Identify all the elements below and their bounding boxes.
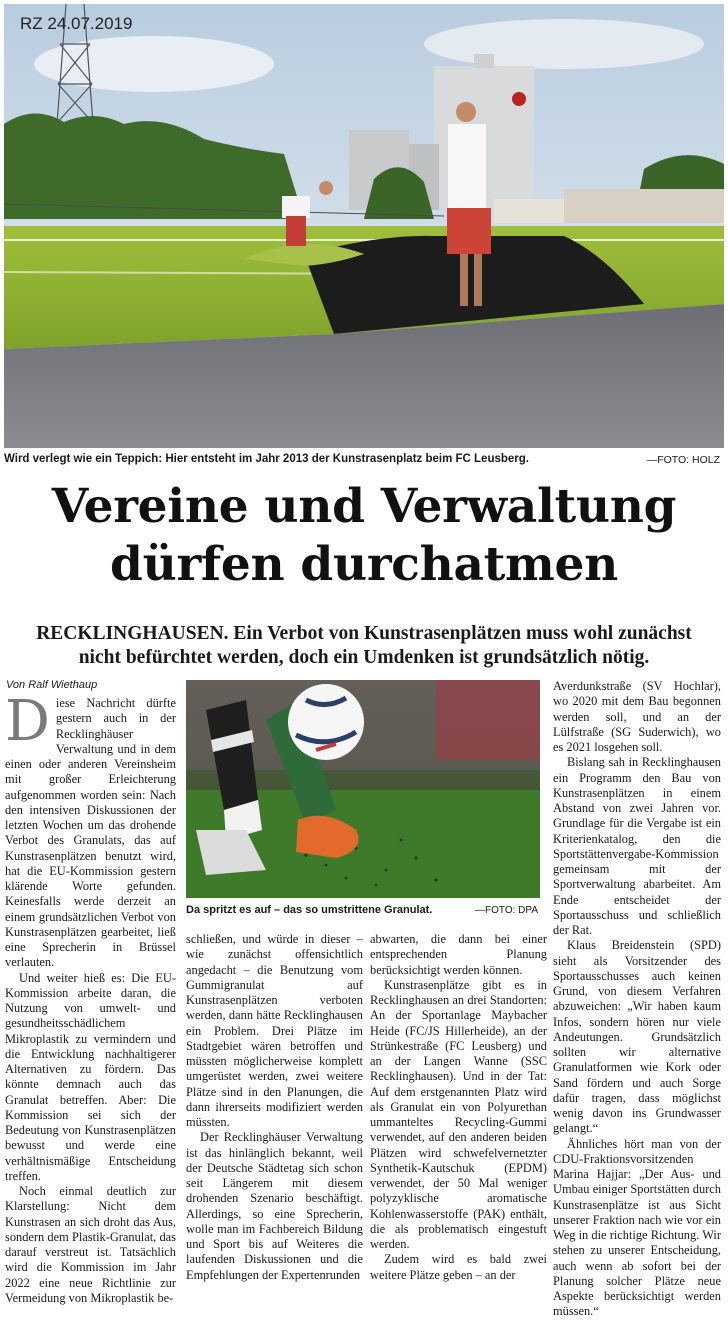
photo-credit: —FOTO: DPA	[475, 905, 538, 916]
photo-caption	[4, 453, 724, 471]
photo-credit: —FOTO: HOLZ	[646, 454, 720, 466]
article-column-4	[553, 679, 721, 1319]
dropcap: D	[5, 689, 50, 754]
paragraph: Kunstrasenplätze gibt es in Recklinghausen an drei Standorten: An der Sportanlage Maybacher Heide (FC/JS Hillerheide), an der Strünkestraße (FC Leusberg) und an der Langen Wanne (SSC Recklinghausen). Und in der Tat: Auf dem erstgenannten Platz wird als Granulat ein von Polyurethan ummanteltes Recycling-Gummi verwendet, auf den anderen beiden Plätzen wird schwefelvernetzter Synthetik-Kautschuk (EPDM) verwendet, der 50 Mal weniger polyzyklische aromatische Kohlenwasserstoffe (PAK) enthält, die als problematisch eingestuft werden.	[370, 977, 547, 1251]
teaser-line-1: RECKLINGHAUSEN. Ein Verbot von Kunstrasenplätzen muss wohl zunächst	[36, 623, 692, 644]
headline	[0, 478, 728, 594]
byline: Von Ralf Wiethaup	[6, 679, 98, 691]
headline-line-2: dürfen durchatmen	[110, 537, 618, 592]
paragraph: Und weiter hieß es: Die EU-Kommission arbeite daran, die Nutzung von umwelt- und gesundheitsschädlichem Mikroplastik zu vermindern und die Entwicklung nachhaltigerer Alternativen zu fördern. Das könnte demnach auch das Granulat betreffen. Aber: Die Kommission sei sich der Bedeutung von Kunstrasenplätzen bewusst und werde eine verhältnismäßige Entscheidung treffen.	[5, 970, 176, 1183]
football-granulate-photo	[186, 680, 540, 898]
turf-laying-photo	[4, 4, 724, 448]
paragraph: Bislang sah in Recklinghausen ein Programm den Bau von Kunstrasenplätzen in einem Abstand von zwei Jahren vor. Grundlage für die Vergabe ist ein Kriterienkatalog, den die Sportstättenvergabe-Kommission gemeinsam mit der Sportverwaltung abarbeitet. Am Ende entscheidet der Sportausschuss und schließlich der Rat.	[553, 755, 721, 937]
paragraph: Klaus Breidenstein (SPD) sieht als Vorsitzender des Sportausschusses auch keinen Grund, von diesem Verfahren abzuweichen: „Wir haben kaum Infos, sondern hören nur viele Andeutungen. Grundsätzlich sollten wir alternative Granulatformen wie Kork oder Sand fördern und auch Sorge dafür tragen, dass möglichst wenig davon ins Grundwasser gelangt.“	[553, 938, 721, 1136]
paragraph: schließen, und würde in dieser – wie zunächst offensichtlich angedacht – die Benutzung vom Gummigranulat auf Kunstrasenplätzen verboten werden, dann hätte Recklinghausen ein Problem. Drei Plätze im Stadtgebiet wären betroffen und müssten möglicherweise komplett umgerüstet werden, zwei weitere Plätze sind in den Planungen, die dann ihrerseits modifiziert werden müssten.	[186, 932, 363, 1129]
dateline: RZ 24.07.2019	[20, 14, 133, 33]
teaser	[10, 622, 718, 670]
headline-line-1: Vereine und Verwaltung	[51, 479, 677, 534]
teaser-line-2: nicht befürchtet werden, doch ein Umdenken ist grundsätzlich nötig.	[78, 647, 650, 668]
paragraph: abwarten, die dann bei einer entsprechenden Planung berücksichtigt werden können.	[370, 932, 547, 977]
photo-caption-2	[186, 904, 540, 920]
paragraph: Diese Nachricht dürfte gestern auch in der Recklinghäuser Verwaltung und in dem einen oder anderen Vereinsheim mit großer Erleichterung aufgenommen worden sein: Nach den intensiven Diskussionen der letzten Wochen um das drohende Verbot des Granulats, das auf Kunstrasenplätzen benutzt wird, hat die EU-Kommission gestern klärende Worte gefunden. Keinesfalls werde derzeit an einem grundsätzlichen Verbot von Kunstrasenplätzen gearbeitet, ließ eine Sprecherin in Brüssel verlauten.	[5, 689, 176, 970]
paragraph: Ähnliches hört man von der CDU-Fraktionsvorsitzenden Marina Hajjar: „Der Aus- und Umbau einiger Sportstätten durch Kunstrasenplätze ist aus Sicht unserer Fraktion nach wie vor ein Weg in die richtige Richtung. Wir stehen zu unserer Entscheidung, auch wenn ab sofort bei der Planung solcher Plätze neue Aspekte berücksichtigt werden müssen.“	[553, 1136, 721, 1319]
article-column-1	[5, 689, 176, 1305]
article-column-2	[186, 932, 363, 1282]
paragraph: Averdunkstraße (SV Hochlar), wo 2020 mit dem Bau begonnen werden soll, und an der Lülfstraße (SG Suderwich), wo es 2021 losgehen soll.	[553, 679, 721, 754]
caption-text: Da spritzt es auf – das so umstrittene Granulat.	[186, 904, 433, 916]
paragraph: Der Recklinghäuser Verwaltung ist das hinlänglich bekannt, weil der Deutsche Städtetag sich schon seit Längerem mit diesem drohenden Szenario beschäftigt. Allerdings, so eine Sprecherin, wolle man im Fachbereich Bildung und Sport bis auf Weiteres die laufenden Diskussionen und die Empfehlungen der Expertenrunden	[186, 1130, 363, 1282]
article-column-3	[370, 932, 547, 1282]
paragraph: Noch einmal deutlich zur Klarstellung: Nicht dem Kunstrasen an sich droht das Aus, sondern dem Plastik-Granulat, das darauf verstreut ist. Tatsächlich wird die Kommission im Jahr 2022 eine neue Richtlinie zur Vermeidung von Mikroplastik be-	[5, 1184, 176, 1305]
caption-text: Wird verlegt wie ein Teppich: Hier entsteht im Jahr 2013 der Kunstrasenplatz beim FC Leusberg.	[4, 453, 529, 465]
paragraph: Zudem wird es bald zwei weitere Plätze geben – an der	[370, 1252, 547, 1282]
